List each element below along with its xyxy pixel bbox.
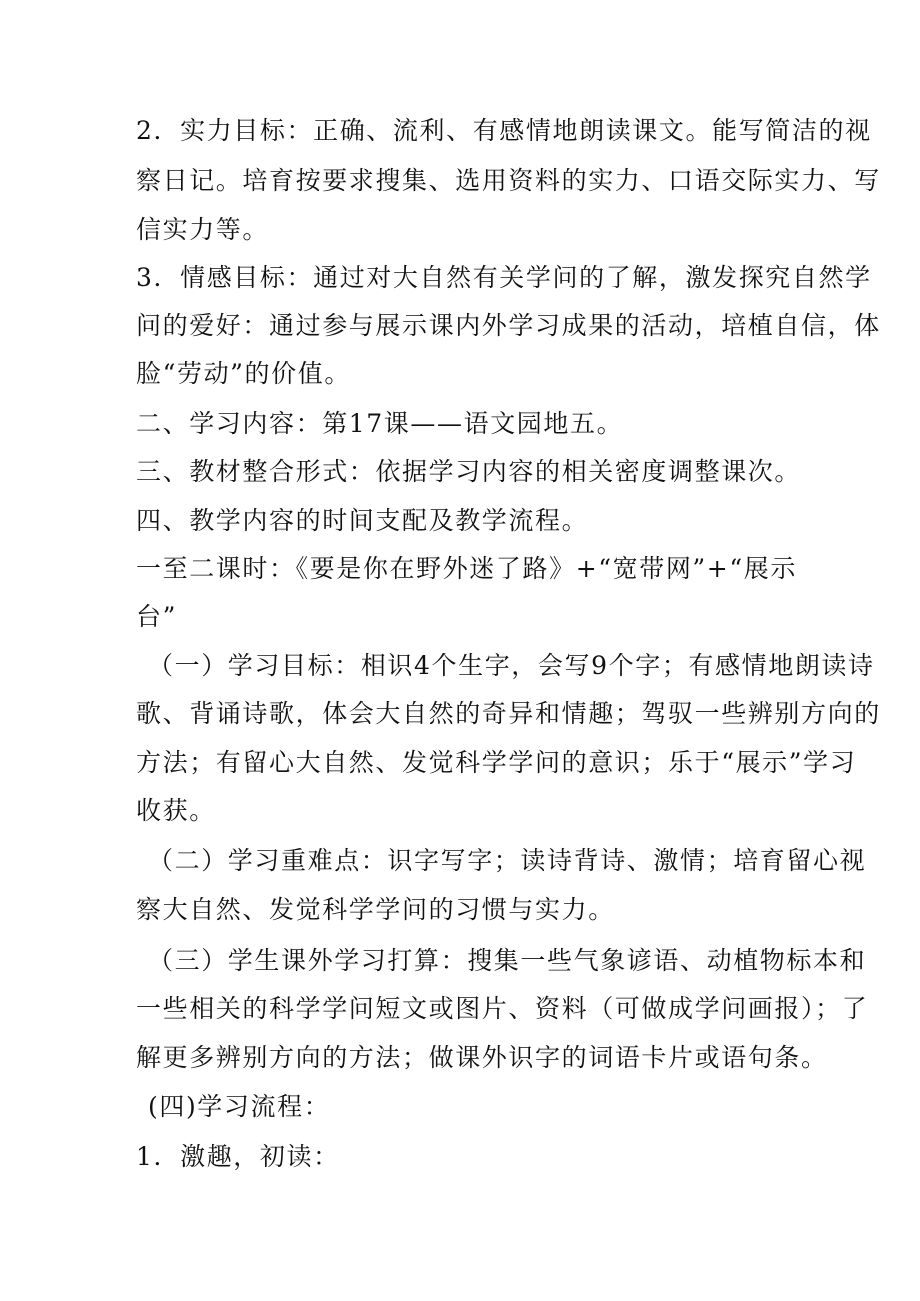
ability-goal-line-2: 察日记。培育按要求搜集、选用资料的实力、口语交际实力、写 <box>136 166 881 195</box>
learning-process-heading: (四)学习流程： <box>148 1092 331 1121</box>
section-material-integration: 三、教材整合形式：依据学习内容的相关密度调整课次。 <box>136 457 802 486</box>
emotion-goal-line-2: 问的爱好：通过参与展示课内外学习成果的活动，培植自信，体 <box>136 311 881 340</box>
lesson-title-line-2: 台” <box>136 602 177 631</box>
key-points-line-1: （二）学习重难点：识字写字；读诗背诗、激情；培育留心视 <box>148 846 867 875</box>
ability-goal-line-1: 2．实力目标：正确、流利、有感情地朗读课文。能写简洁的视 <box>136 116 872 145</box>
learning-goal-line-3: 方法；有留心大自然、发觉科学学问的意识；乐于“展示”学习 <box>136 748 857 777</box>
section-time-schedule: 四、教学内容的时间支配及教学流程。 <box>136 506 589 535</box>
learning-goal-line-4: 收获。 <box>136 796 216 825</box>
step-one-heading: 1．激趣，初读： <box>136 1142 340 1171</box>
emotion-goal-line-1: 3．情感目标：通过对大自然有关学问的了解，激发探究自然学 <box>136 263 872 292</box>
preparation-line-2: 一些相关的科学学问短文或图片、资料（可做成学问画报）；了 <box>136 994 869 1023</box>
learning-goal-line-1: （一）学习目标：相识4个生字，会写9个字；有感情地朗读诗 <box>148 651 875 680</box>
preparation-line-3: 解更多辨别方向的方法；做课外识字的词语卡片或语句条。 <box>136 1043 828 1072</box>
preparation-line-1: （三）学生课外学习打算：搜集一些气象谚语、动植物标本和 <box>148 946 867 975</box>
emotion-goal-line-3: 脸“劳动”的价值。 <box>136 359 351 388</box>
learning-goal-line-2: 歌、背诵诗歌，体会大自然的奇异和情趣；驾驭一些辨别方向的 <box>136 699 881 728</box>
lesson-title-line-1: 一至二课时：《要是你在野外迷了路》+“宽带网”+“展示 <box>136 554 797 583</box>
key-points-line-2: 察大自然、发觉科学学问的习惯与实力。 <box>136 895 615 924</box>
ability-goal-line-3: 信实力等。 <box>136 215 270 244</box>
section-learning-content: 二、学习内容：第17课——语文园地五。 <box>136 409 624 438</box>
